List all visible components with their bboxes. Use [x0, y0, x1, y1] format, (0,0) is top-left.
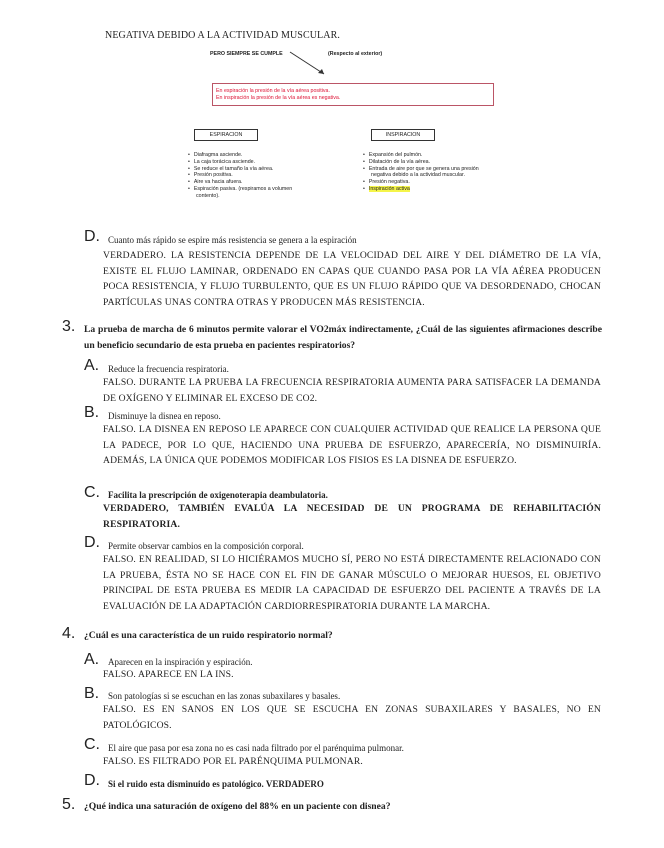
- question-number: 5.: [62, 796, 76, 813]
- list-item: contento).: [196, 192, 220, 199]
- list-item: • Dilatación de la vía aérea.: [363, 159, 523, 166]
- option-letter: A.: [84, 357, 100, 374]
- option-text: Aparecen en la inspiración y espiración.: [108, 657, 253, 667]
- option-letter: A.: [84, 651, 100, 668]
- list-item: • Presión negativa.: [363, 179, 523, 186]
- option-text: Facilita la prescripción de oxigenoterapia deambulatoria.: [108, 490, 328, 500]
- list-item: • Entrada de aire por que se genera una presión: [363, 166, 523, 173]
- expiration-heading: ESPIRACION: [194, 129, 258, 141]
- option-letter: B.: [84, 404, 100, 421]
- diagram-label-left: PERO SIEMPRE SE CUMPLE: [210, 51, 283, 57]
- list-item: • Espiración pasiva. (respiramos a volumen: [188, 186, 358, 193]
- list-item: • Presión positiva.: [188, 172, 358, 179]
- option-text: Si el ruido esta disminuido es patológico. VERDADERO: [108, 779, 324, 789]
- question-number: 3.: [62, 318, 76, 335]
- option-letter: B.: [84, 685, 100, 702]
- option-text: Disminuye la disnea en reposo.: [108, 411, 221, 421]
- diagram-arrow: [288, 48, 330, 78]
- answer-text: FALSO. ES EN SANOS EN LOS QUE SE ESCUCHA EN ZONAS SUBAXILARES Y BASALES, NO EN PATOLÓGICOS.: [103, 704, 601, 731]
- question-text: La prueba de marcha de 6 minutos permite valorar el VO2máx indirectamente, ¿Cuál de las siguientes afirmaciones describe un beneficio secundario de esta prueba en pacientes respiratorios?: [84, 324, 602, 351]
- list-item: • La caja torácica asciende.: [188, 159, 358, 166]
- answer-text: FALSO. DURANTE LA PRUEBA LA FRECUENCIA RESPIRATORIA AUMENTA PARA SATISFACER LA DEMANDA DE OXÍGENO Y ELIMINAR EL EXCESO DE CO2.: [103, 377, 601, 404]
- answer-text: VERDADERO, TAMBIÉN EVALÚA LA NECESIDAD DE UN PROGRAMA DE REHABILITACIÓN RESPIRATORIA.: [103, 503, 601, 530]
- option-letter: D.: [84, 772, 100, 789]
- pressure-box-line: En inspiración la presión de la vía aérea es negativa.: [216, 95, 341, 101]
- pressure-box-line: En espiración la presión de la vía aérea positiva.: [216, 88, 330, 94]
- top-line-text: NEGATIVA DEBIDO A LA ACTIVIDAD MUSCULAR.: [105, 30, 340, 41]
- list-item: • Se reduce el tamaño la vía aérea.: [188, 166, 358, 173]
- option-letter: D.: [84, 534, 100, 551]
- diagram-label-right: (Respecto al exterior): [328, 51, 383, 57]
- question-number: 4.: [62, 625, 76, 642]
- answer-text: FALSO. APARECE EN LA INS.: [103, 669, 234, 680]
- answer-text: FALSO. LA DISNEA EN REPOSO LE APARECE CON CUALQUIER ACTIVIDAD QUE REALICE LA PERSONA QUE LA PADECE, POR LO QUE, HACIENDO UNA PRUEBA DE ESFUERZO, APARECERÍA, NO DISMINUIRÍA. ADEMÁS, LA ÚNICA QUE PODEMOS MODIFICAR LOS FISIOS ES LA DISNEA DE ESFUERZO.: [103, 424, 601, 466]
- option-letter: C.: [84, 736, 100, 753]
- question-text: ¿Qué indica una saturación de oxígeno del 88% en un paciente con disnea?: [84, 801, 391, 812]
- option-text: Cuanto más rápido se espire más resistencia se genera a la espiración: [108, 235, 357, 245]
- list-item: negativa debido a la actividad muscular.: [371, 172, 465, 179]
- list-item: • Aire va hacia afuera.: [188, 179, 358, 186]
- pressure-box: [212, 83, 494, 106]
- option-text: Son patologías si se escuchan en las zonas subaxilares y basales.: [108, 691, 341, 701]
- list-item: • Expansión del pulmón.: [363, 152, 523, 159]
- question-text: ¿Cuál es una característica de un ruido respiratorio normal?: [84, 630, 333, 641]
- option-text: Permite observar cambios en la composición corporal.: [108, 541, 304, 551]
- list-item: • Diafragma asciende.: [188, 152, 358, 159]
- answer-text: FALSO. EN REALIDAD, SI LO HICIÉRAMOS MUCHO SÍ, PERO NO ESTÁ DIRECTAMENTE RELACIONADO CON LA PRUEBA, ÉSTA NO SE HACE CON EL FIN DE GANAR MÚSCULO O MEJORAR HUESOS, EL OBJETIVO PRINCIPAL DE ESTA PRUEBA ES MEDIR LA CAPACIDAD DE ESFUERZO DEL PACIENTE A TRAVÉS DE LA EVALUACIÓN DE LA ADAPTACIÓN CARDIORRESPIRATORIA DURANTE LA MARCHA.: [103, 554, 601, 612]
- inspiration-heading: INSPIRACION: [371, 129, 435, 141]
- respiration-diagram: [180, 45, 520, 215]
- answer-text: VERDADERO. LA RESISTENCIA DEPENDE DE LA VELOCIDAD DEL AIRE Y DEL DIÁMETRO DE LA VÍA, EXISTE EL FLUJO LAMINAR, ORDENADO EN CAPAS QUE CUANDO PASA POR LA VÍA AÉREA PRODUCEN POCA RESISTENCIA, Y FLUJO TURBULENTO, QUE ES UN FLUJO RÁPIDO QUE VA DESORDENADO, CHOCAN PARTÍCULAS UNAS CONTRA OTRAS Y PRODUCEN MÁS RESISTENCIA.: [103, 250, 601, 308]
- option-letter: C.: [84, 484, 100, 501]
- option-text: Reduce la frecuencia respiratoria.: [108, 364, 229, 374]
- inspiration-list: [363, 152, 523, 193]
- list-item: [363, 186, 523, 193]
- highlighted-item: Inspiración activa: [368, 185, 410, 192]
- option-text: El aire que pasa por esa zona no es casi nada filtrado por el parénquima pulmonar.: [108, 743, 404, 753]
- option-letter: D.: [84, 228, 100, 245]
- answer-text: FALSO. ES FILTRADO POR EL PARÉNQUIMA PULMONAR.: [103, 756, 363, 767]
- expiration-list: [188, 152, 358, 200]
